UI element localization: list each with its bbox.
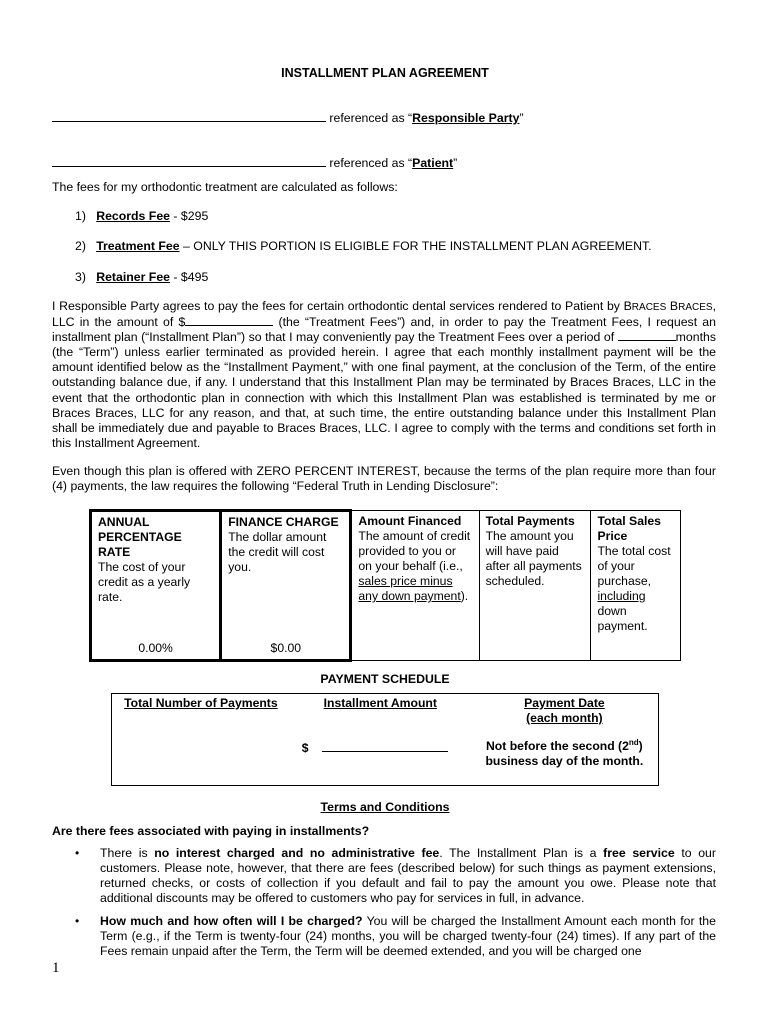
total-payments-cell: Total Payments The amount you will have paid after all payments scheduled.	[479, 511, 591, 661]
treatment-amount-blank[interactable]	[185, 325, 273, 326]
terms-question: Are there fees associated with paying in installments?	[52, 824, 370, 838]
responsible-party-line: referenced as “Responsible Party”	[52, 111, 652, 125]
patient-blank[interactable]	[52, 166, 326, 167]
total-sales-price-cell: Total Sales Price The total cost of your purchase, including down payment.	[591, 511, 681, 661]
fee-item-treatment: 2) Treatment Fee – ONLY THIS PORTION IS ELIGIBLE FOR THE INSTALLMENT PLAN AGREEMENT.	[75, 239, 652, 253]
agreement-paragraph: I Responsible Party agrees to pay the fees for certain orthodontic dental services rendered to Patient by BRACES BRACES, LLC in the amount of $ (the “Treatment Fees”) and, in order to pay the Treatment Fees, I request an installment plan (“Installment Plan”) so that I may conveniently pay the Treatment Fees over a period of months (the “Term”) unless earlier terminated as provided herein. I agree that each monthly installment payment will be the amount identified below as the “Installment Payment,” with one final payment, at the conclusion of the Term, of the entire outstanding balance due, if any. I understand that this Installment Plan may be terminated by Braces Braces, LLC in the event that the orthodontic plan in connection with which this Installment Plan was established is terminated by me or Braces Braces, LLC for any reason, and that, at such time, the entire outstanding balance under this Installment Plan shall be immediately due and payable to Braces Braces, LLC. I agree to comply with the terms and conditions set forth in this Installment Agreement.	[52, 299, 716, 450]
page-number: 1	[52, 960, 60, 976]
finance-charge-value: $0.00	[221, 635, 351, 661]
bullet-2-icon: •	[75, 914, 80, 928]
terms-bullet-2: How much and how often will I be charged? You will be charged the Installment Amount each month for the Term (e.g., if the Term is twenty-four (24) months, you will be charged twenty-four (24) times). If any part of the Fees remain unpaid after the Term, the Term will be deemed extended, and you will be charged one	[100, 914, 716, 959]
zero-interest-paragraph: Even though this plan is offered with ZERO PERCENT INTEREST, because the terms of the plan require more than four (4) payments, the law requires the following “Federal Truth in Lending Disclosure”:	[52, 464, 716, 494]
responsible-party-blank[interactable]	[52, 121, 326, 122]
terms-bullet-1: There is no interest charged and no administrative fee. The Installment Plan is a free service to our customers. Please note, however, that there are fees (described below) for such things as payment extensions, returned checks, or costs of collection if you default and fail to pay the amount you owe. Please note that additional discounts may be offered to customers who pay for services in full, in advance.	[100, 846, 716, 906]
amount-financed-cell: Amount Financed The amount of credit provided to you or on your behalf (i.e., sales price minus any down payment).	[351, 511, 479, 661]
payment-date-cell: Payment Date (each month) Not before the second (2nd) business day of the month.	[485, 696, 644, 769]
fee-item-retainer: 3) Retainer Fee - $495	[75, 270, 209, 284]
fee-item-records: 1) Records Fee - $295	[75, 209, 209, 223]
patient-line: referenced as “Patient”	[52, 156, 652, 170]
term-months-blank[interactable]	[618, 340, 676, 341]
apr-value: 0.00%	[91, 635, 221, 661]
payment-schedule-table	[111, 693, 659, 786]
terms-heading: Terms and Conditions	[320, 800, 450, 814]
document-title: INSTALLMENT PLAN AGREEMENT	[281, 66, 489, 80]
installment-amount-blank[interactable]	[322, 751, 448, 752]
installment-amount-cell: Installment Amount $	[290, 694, 471, 786]
bullet-1-icon: •	[75, 846, 80, 860]
patient-label: Patient	[412, 156, 454, 170]
responsible-party-label: Responsible Party	[412, 111, 520, 125]
fees-intro: The fees for my orthodontic treatment are calculated as follows:	[52, 180, 398, 194]
payment-schedule-heading: PAYMENT SCHEDULE	[320, 672, 450, 686]
total-number-payments-cell: Total Number of Payments	[124, 696, 278, 710]
apr-cell: ANNUAL PERCENTAGE RATE The cost of your credit as a yearly rate.	[91, 511, 221, 636]
finance-charge-cell: FINANCE CHARGE The dollar amount the credit will cost you.	[221, 511, 351, 636]
truth-in-lending-table	[89, 509, 681, 662]
